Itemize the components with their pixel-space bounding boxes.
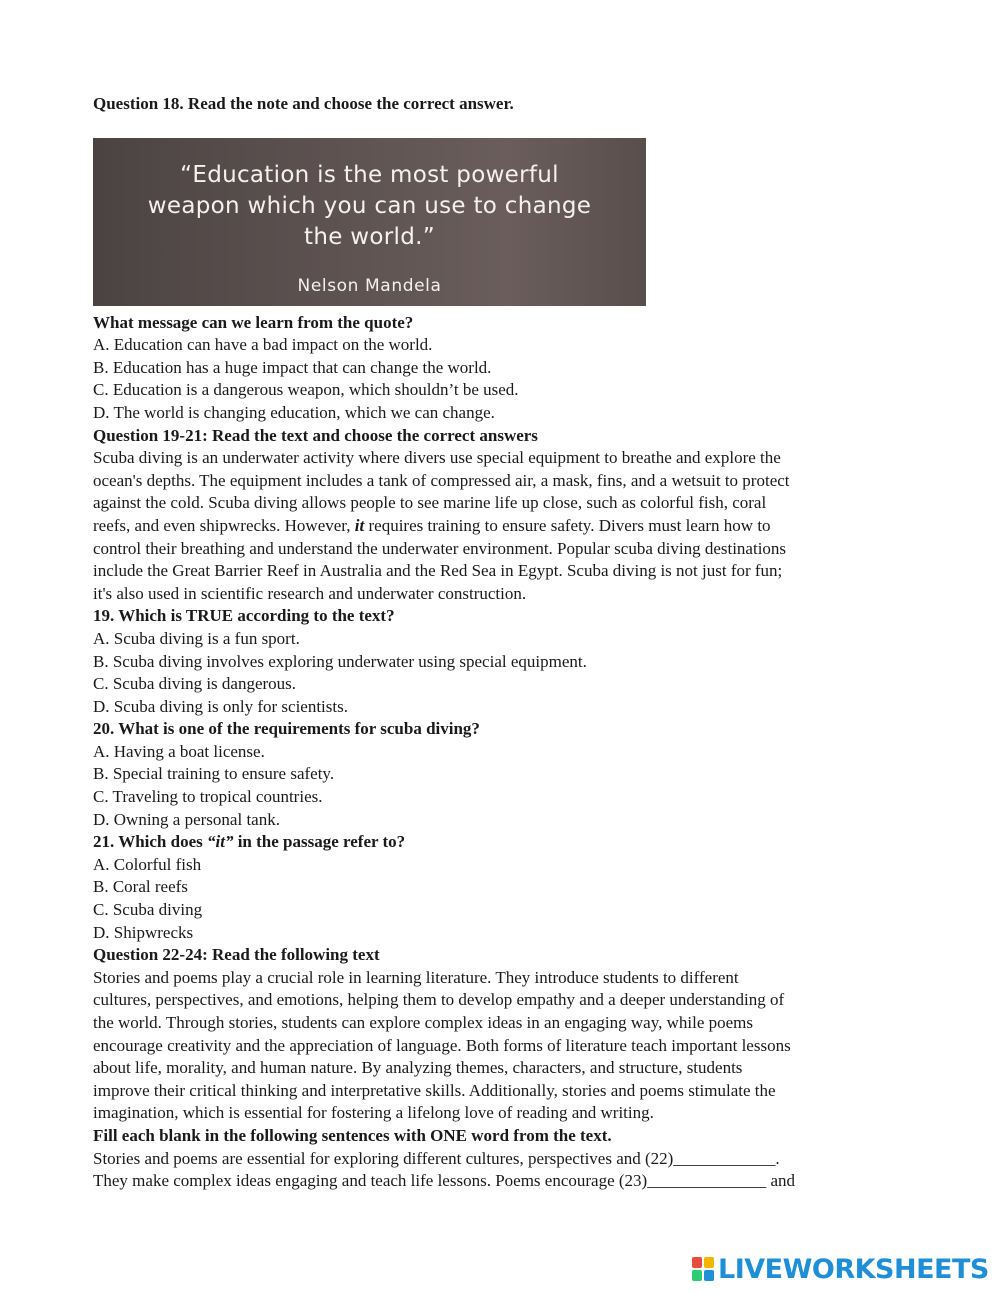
passage-line: the world. Through stories, students can explore complex ideas in an engaging way, while poems (93, 1013, 754, 1032)
passage-line: it's also used in scientific research and underwater construction. (93, 583, 527, 603)
fill-line-23[interactable]: They make complex ideas engaging and teach life lessons. Poems encourage (23)______________ and (93, 1171, 795, 1191)
quote-line: the world.” (304, 223, 435, 250)
q21-option-c[interactable]: C. Scuba diving (93, 900, 203, 920)
logo-text: LIVEWORKSHEETS (718, 1253, 989, 1285)
quote-image (93, 138, 646, 306)
q18-option-c[interactable]: C. Education is a dangerous weapon, which shouldn’t be used. (93, 380, 519, 400)
q21-option-a[interactable]: A. Colorful fish (93, 854, 202, 874)
q21-text: 21. Which does (93, 832, 207, 852)
passage-line: include the Great Barrier Reef in Australia and the Red Sea in Egypt. Scuba diving is not just for fun; (93, 561, 783, 581)
q22-24-title: Question 22-24: Read the following text (93, 945, 380, 965)
q20-option-c[interactable]: C. Traveling to tropical countries. (93, 787, 323, 807)
passage-line: imagination, which is essential for fostering a lifelong love of reading and writing. (93, 1103, 654, 1123)
q18-option-b[interactable]: B. Education has a huge impact that can change the world. (93, 357, 492, 377)
quote-line: “Education is the most powerful (180, 161, 559, 188)
fill-instruction: Fill each blank in the following sentences with ONE word from the text. (93, 1125, 612, 1145)
q19-option-c[interactable]: C. Scuba diving is dangerous. (93, 674, 297, 694)
q20-option-a[interactable]: A. Having a boat license. (93, 741, 265, 761)
fill-line-22[interactable]: Stories and poems are essential for exploring different cultures, perspectives and (22)____________. (93, 1148, 780, 1168)
q19-option-d[interactable]: D. Scuba diving is only for scientists. (93, 696, 348, 716)
passage-line (93, 515, 913, 538)
worksheet-page (93, 93, 913, 1193)
q21-question (93, 831, 913, 854)
q19-option-a[interactable]: A. Scuba diving is a fun sport. (93, 628, 300, 648)
quote-line: weapon which you can use to change (147, 192, 592, 219)
logo-icon (692, 1257, 714, 1281)
q20-option-d[interactable]: D. Owning a personal tank. (93, 809, 280, 829)
logo-tile-red (692, 1257, 702, 1268)
logo-tile-green (692, 1270, 702, 1281)
passage-it-highlight: it (354, 515, 365, 535)
passage-line: improve their critical thinking and interpretative skills. Additionally, stories and poems stimulate the (93, 1080, 776, 1100)
liveworksheets-logo (692, 1254, 989, 1284)
quote-text (93, 160, 646, 253)
q20-option-b[interactable]: B. Special training to ensure safety. (93, 764, 335, 784)
q18-title: Question 18. Read the note and choose the correct answer. (93, 94, 514, 113)
passage-line: Stories and poems play a crucial role in learning literature. They introduce students to different (93, 967, 739, 987)
passage-line: encourage creativity and the appreciation of language. Both forms of literature teach important lessons (93, 1035, 791, 1055)
passage-line: Scuba diving is an underwater activity where divers use special equipment to breathe and explore the (93, 448, 781, 468)
passage-text: reefs, and even shipwrecks. However, (93, 515, 355, 535)
passage-line: against the cold. Scuba diving allows people to see marine life up close, such as colorful fish, coral (93, 493, 767, 513)
q21-option-d[interactable]: D. Shipwrecks (93, 922, 194, 942)
passage-line: cultures, perspectives, and emotions, helping them to develop empathy and a deeper understanding of (93, 990, 785, 1010)
q18-option-a[interactable]: A. Education can have a bad impact on the world. (93, 335, 433, 355)
passage-line: ocean's depths. The equipment includes a tank of compressed air, a mask, fins, and a wetsuit to protect (93, 470, 790, 490)
q20-question: 20. What is one of the requirements for scuba diving? (93, 719, 480, 739)
literature-passage (93, 967, 913, 1125)
quote-author: Nelson Mandela (297, 275, 442, 296)
q18-question: What message can we learn from the quote? (93, 312, 414, 332)
q21-option-b[interactable]: B. Coral reefs (93, 877, 188, 897)
logo-tile-yellow (704, 1257, 714, 1268)
passage-line: about life, morality, and human nature. By analyzing themes, characters, and structure, students (93, 1058, 743, 1078)
q18-option-d[interactable]: D. The world is changing education, which we can change. (93, 402, 495, 422)
q19-option-b[interactable]: B. Scuba diving involves exploring underwater using special equipment. (93, 651, 587, 671)
q19-21-title: Question 19-21: Read the text and choose the correct answers (93, 425, 538, 445)
scuba-passage (93, 447, 913, 605)
fill-sentences (93, 1148, 913, 1193)
q21-text: in the passage refer to? (233, 832, 406, 852)
passage-text: requires training to ensure safety. Divers must learn how to (364, 515, 771, 535)
q21-it: “it” (207, 832, 234, 852)
q19-question: 19. Which is TRUE according to the text? (93, 606, 395, 626)
passage-line: control their breathing and understand the underwater environment. Popular scuba diving destinations (93, 538, 787, 558)
logo-tile-blue (704, 1270, 714, 1281)
